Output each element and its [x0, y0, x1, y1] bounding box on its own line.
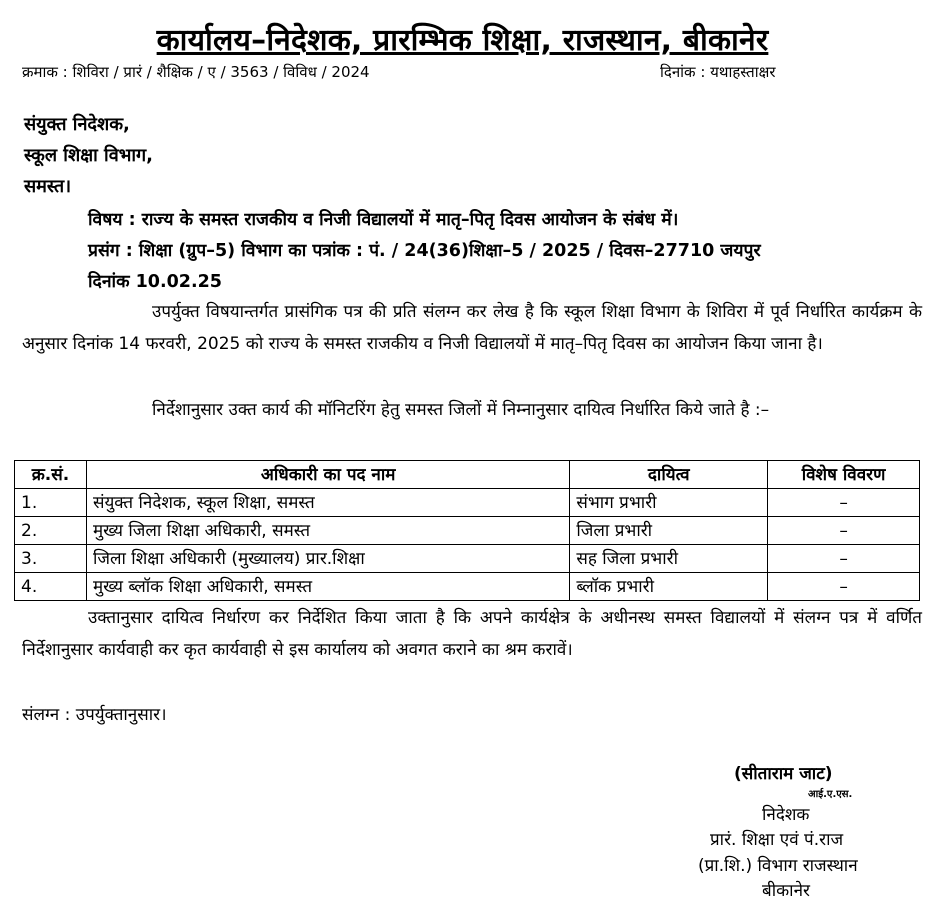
duty-assignment-table	[14, 460, 920, 601]
cell-officer: मुख्य जिला शिक्षा अधिकारी, समस्त	[86, 517, 569, 545]
cell-responsibility: ब्लॉक प्रभारी	[570, 573, 768, 601]
enclosure-note: संलग्न : उपर्युक्तानुसार।	[22, 705, 167, 725]
cell-remarks: –	[768, 517, 920, 545]
table-row	[15, 545, 920, 573]
cell-remarks: –	[768, 545, 920, 573]
table-row	[15, 517, 920, 545]
cell-officer: मुख्य ब्लॉक शिक्षा अधिकारी, समस्त	[86, 573, 569, 601]
cell-responsibility: सह जिला प्रभारी	[570, 545, 768, 573]
reference-number: क्रमाक : शिविरा / प्रारं / शैक्षिक / ए / 3563 / विविध / 2024	[22, 63, 370, 81]
cell-responsibility: संभाग प्रभारी	[570, 489, 768, 517]
cell-remarks: –	[768, 573, 920, 601]
reference-date: दिनांक 10.02.25	[88, 272, 222, 292]
column-header-serial: क्र.सं.	[15, 461, 87, 489]
reference-line: प्रसंग : शिक्षा (ग्रुप–5) विभाग का पत्रांक : पं. / 24(36)शिक्षा–5 / 2025 / दिवस–27710 जयपुर	[88, 241, 761, 261]
column-header-responsibility: दायित्व	[570, 461, 768, 489]
letter-date: दिनांक : यथाहस्ताक्षर	[660, 63, 776, 81]
table-row	[15, 489, 920, 517]
cell-responsibility: जिला प्रभारी	[570, 517, 768, 545]
signatory-city: बीकानेर	[762, 881, 810, 901]
table-header-row	[15, 461, 920, 489]
table-row	[15, 573, 920, 601]
cell-remarks: –	[768, 489, 920, 517]
addressee-line-3: समस्त।	[24, 176, 72, 197]
body-paragraph-1: उपर्युक्त विषयान्तर्गत प्रासंगिक पत्र की प्रति संलग्न कर लेख है कि स्कूल शिक्षा विभाग के शिविरा में पूर्व निर्धारित कार्यक्रम के अनुसार दिनांक 14 फरवरी, 2025 को राज्य के समस्त राजकीय व निजी विद्यालयों में मातृ–पितृ दिवस का आयोजन किया जाना है।	[22, 302, 922, 354]
addressee-line-2: स्कूल शिक्षा विभाग,	[24, 145, 153, 166]
column-header-remarks: विशेष विवरण	[768, 461, 920, 489]
signatory-department-1: प्रारं. शिक्षा एवं पं.राज	[710, 830, 844, 850]
column-header-officer: अधिकारी का पद नाम	[86, 461, 569, 489]
addressee-line-1: संयुक्त निदेशक,	[24, 114, 130, 135]
signatory-service: आई.ए.एस.	[808, 789, 853, 800]
signatory-designation: निदेशक	[762, 805, 810, 825]
body-paragraph-2: निर्देशानुसार उक्त कार्य की मॉनिटरिंग हेतु समस्त जिलों में निम्नानुसार दायित्व निर्धारित किये जाते है :–	[152, 400, 770, 420]
body-paragraph-3: उक्तानुसार दायित्व निर्धारण कर निर्देशित किया जाता है कि अपने कार्यक्षेत्र के अधीनस्थ समस्त विद्यालयों में संलग्न पत्र में वर्णित निर्देशानुसार कार्यवाही कर कृत कार्यवाही से इस कार्यालय को अवगत कराने का श्रम करावें।	[22, 608, 922, 660]
subject-line: विषय : राज्य के समस्त राजकीय व निजी विद्यालयों में मातृ–पितृ दिवस आयोजन के संबंध में।	[88, 210, 679, 230]
cell-officer: जिला शिक्षा अधिकारी (मुख्यालय) प्रार.शिक्षा	[86, 545, 569, 573]
cell-serial: 4.	[15, 573, 87, 601]
cell-serial: 3.	[15, 545, 87, 573]
cell-serial: 1.	[15, 489, 87, 517]
cell-serial: 2.	[15, 517, 87, 545]
office-title: कार्यालय–निदेशक, प्रारम्भिक शिक्षा, राजस्थान, बीकानेर	[156, 23, 769, 58]
signatory-department-2: (प्रा.शि.) विभाग राजस्थान	[698, 856, 858, 876]
signatory-name: (सीताराम जाट)	[734, 764, 833, 784]
cell-officer: संयुक्त निदेशक, स्कूल शिक्षा, समस्त	[86, 489, 569, 517]
